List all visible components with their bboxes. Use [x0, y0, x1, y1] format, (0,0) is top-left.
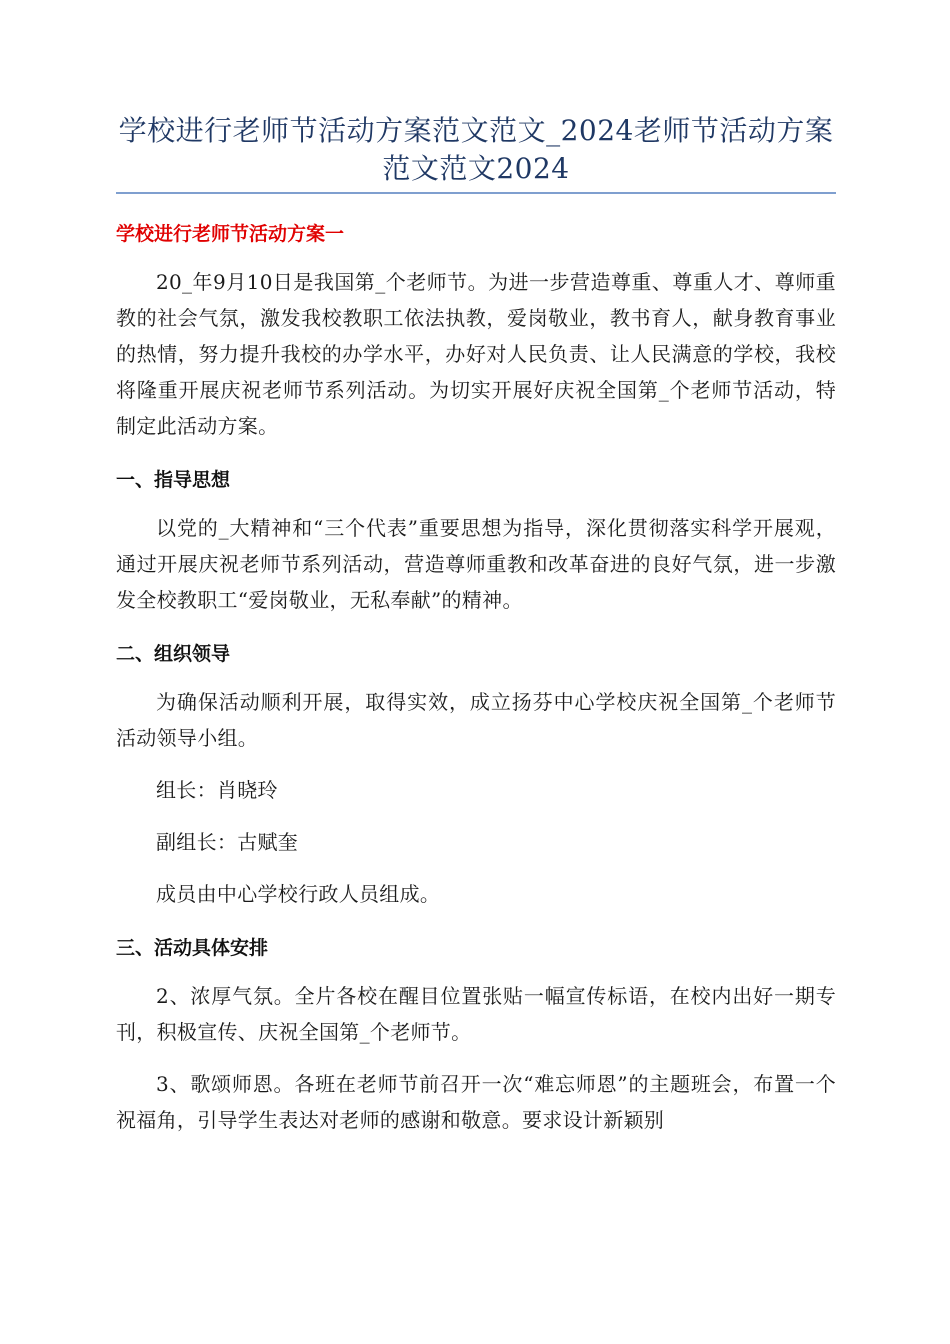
paragraph-guiding-ideology: 以党的_大精神和“三个代表”重要思想为指导，深化贯彻落实科学开展观，通过开展庆祝老师节系列活动，营造尊师重教和改革奋进的良好气氛，进一步激发全校教职工“爱岗敬业，无私奉献”的精神。	[116, 516, 836, 612]
team-members: 成员由中心学校行政人员组成。	[156, 882, 441, 906]
paragraph-atmosphere: 2、浓厚气氛。全片各校在醒目位置张贴一幅宣传标语，在校内出好一期专刊，积极宣传、庆祝全国第_个老师节。	[116, 984, 836, 1044]
section-title: 学校进行老师节活动方案一	[116, 223, 345, 245]
heading-guiding-ideology: 一、指导思想	[116, 469, 231, 491]
paragraph-praise-teachers: 3、歌颂师恩。各班在老师节前召开一次“难忘师恩”的主题班会，布置一个祝福角，引导学生表达对老师的感谢和敬意。要求设计新颖别	[116, 1072, 836, 1132]
paragraph-organization: 为确保活动顺利开展，取得实效，成立扬芬中心学校庆祝全国第_个老师节活动领导小组。	[116, 690, 836, 750]
heading-activity-schedule: 三、活动具体安排	[116, 937, 269, 959]
document-title: 学校进行老师节活动方案范文范文_2024老师节活动方案范文范文2024	[118, 114, 834, 185]
team-leader: 组长：肖晓玲	[156, 778, 278, 802]
document-page	[116, 112, 836, 1138]
intro-paragraph: 20_年9月10日是我国第_个老师节。为进一步营造尊重、尊重人才、尊师重教的社会气氛，激发我校教职工依法执教，爱岗敬业，教书育人，献身教育事业的热情，努力提升我校的办学水平，办好对人民负责、让人民满意的学校，我校将隆重开展庆祝老师节系列活动。为切实开展好庆祝全国第_个老师节活动，特制定此活动方案。	[116, 270, 836, 438]
title-divider	[116, 192, 836, 194]
deputy-leader: 副组长：古赋奎	[156, 830, 299, 854]
heading-organization: 二、组织领导	[116, 643, 231, 665]
